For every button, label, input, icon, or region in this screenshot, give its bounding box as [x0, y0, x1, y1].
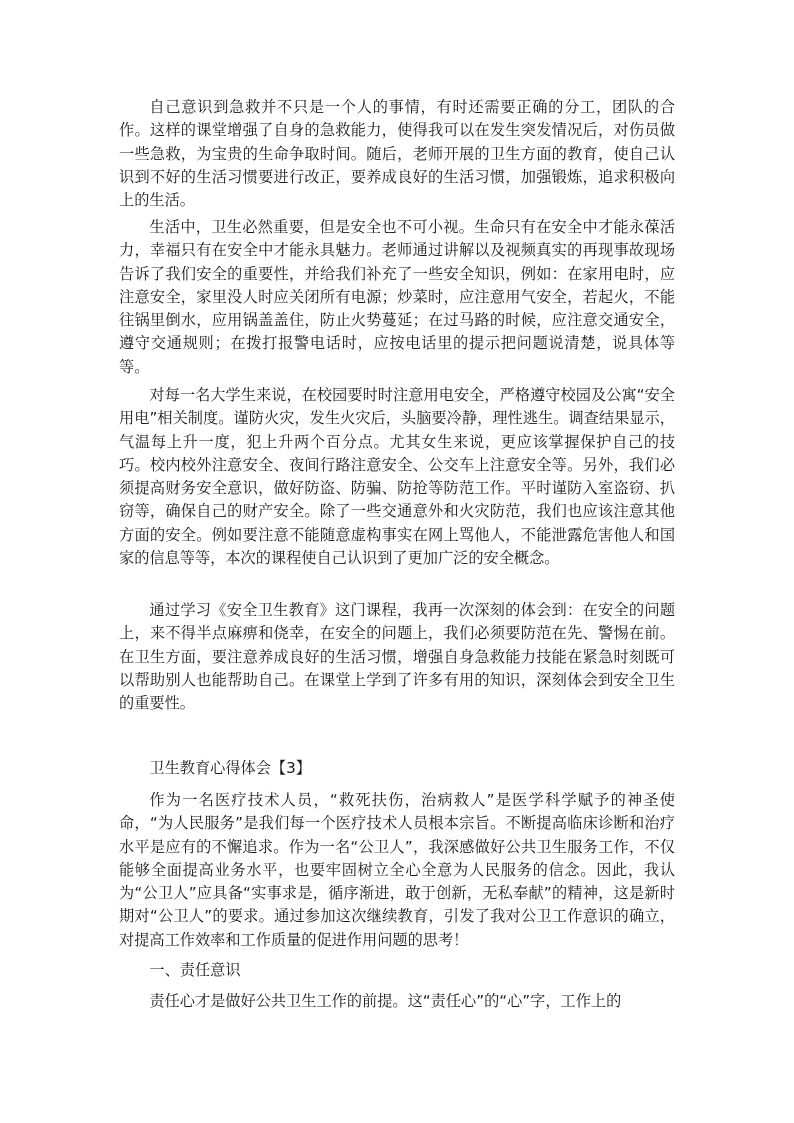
paragraph-first-aid-teamwork: 自己意识到急救并不只是一个人的事情，有时还需要正确的分工，团队的合作。这样的课堂增强了自身的急救能力，使得我可以在发生突发情况后，对伤员做一些急救，为宝贵的生命争取时间。随后，老师开展的卫生方面的教育，使自己认识到不好的生活习惯要进行改正，要养成良好的生活习惯，加强锻炼，追求积极向上的生活。 [119, 98, 675, 210]
paragraph-responsibility: 责任心才是做好公共卫生工作的前提。这“责任心”的“心”字，工作上的 [149, 992, 622, 1010]
paragraph-course-conclusion: 通过学习《安全卫生教育》这门课程，我再一次深刻的体会到：在安全的问题上，来不得半点麻痹和侥幸，在安全的问题上，我们必须要防范在先、警惕在前。在卫生方面，要注意养成良好的生活习惯，增强自身急救能力技能在紧急时刻既可以帮助别人也能帮助自己。在课堂上学到了许多有用的知识，深刻体会到安全卫生的重要性。 [119, 601, 675, 713]
paragraph-safety-importance: 生活中，卫生必然重要，但是安全也不可小视。生命只有在安全中才能永葆活力，幸福只有在安全中才能永具魅力。老师通过讲解以及视频真实的再现事故现场告诉了我们安全的重要性，并给我们补充了一些安全知识，例如：在家用电时，应注意安全，家里没人时应关闭所有电源；炒菜时，应注意用气安全，若起火，不能往锅里倒水，应用锅盖盖住，防止火势蔓延；在过马路的时候，应注意交通安全，遵守交通规则；在拨打报警电话时，应按电话里的提示把问题说清楚，说具体等等。 [119, 218, 675, 376]
paragraph-public-health-worker: 作为一名医疗技术人员，“救死扶伤，治病救人”是医学科学赋予的神圣使命，“为人民服务”是我们每一个医疗技术人员根本宗旨。不断提高临床诊断和治疗水平是应有的不懈追求。作为一名“公卫人”，我深感做好公共卫生服务工作，不仅能够全面提高业务水平，也要牢固树立全心全意为人民服务的信念。因此，我认为“公卫人”应具备“实事求是，循序渐进，敢于创新，无私奉献”的精神，这是新时期对“公卫人”的要求。通过参加这次继续教育，引发了我对公卫工作意识的确立，对提高工作效率和工作质量的促进作用问题的思考！ [119, 791, 675, 949]
subheading-responsibility: 一、责任意识 [149, 961, 241, 979]
paragraph-campus-safety: 对每一名大学生来说，在校园要时时注意用电安全，严格遵守校园及公寓“安全用电”相关制度。谨防火灾，发生火灾后，头脑要冷静，理性逃生。调查结果显示，气温每上升一度，犯上升两个百分点。尤其女生来说，更应该掌握保护自己的技巧。校内校外注意安全、夜间行路注意安全、公交车上注意安全等。另外，我们必须提高财务安全意识，做好防盗、防骗、防抢等防范工作。平时谨防入室盗窃、扒窃等，确保自己的财产安全。除了一些交通意外和火灾防范，我们也应该注意其他方面的安全。例如要注意不能随意虚构事实在网上骂他人，不能泄露危害他人和国家的信息等等，本次的课程使自己认识到了更加广泛的安全概念。 [119, 386, 675, 568]
section-heading: 卫生教育心得体会【3】 [149, 759, 311, 777]
